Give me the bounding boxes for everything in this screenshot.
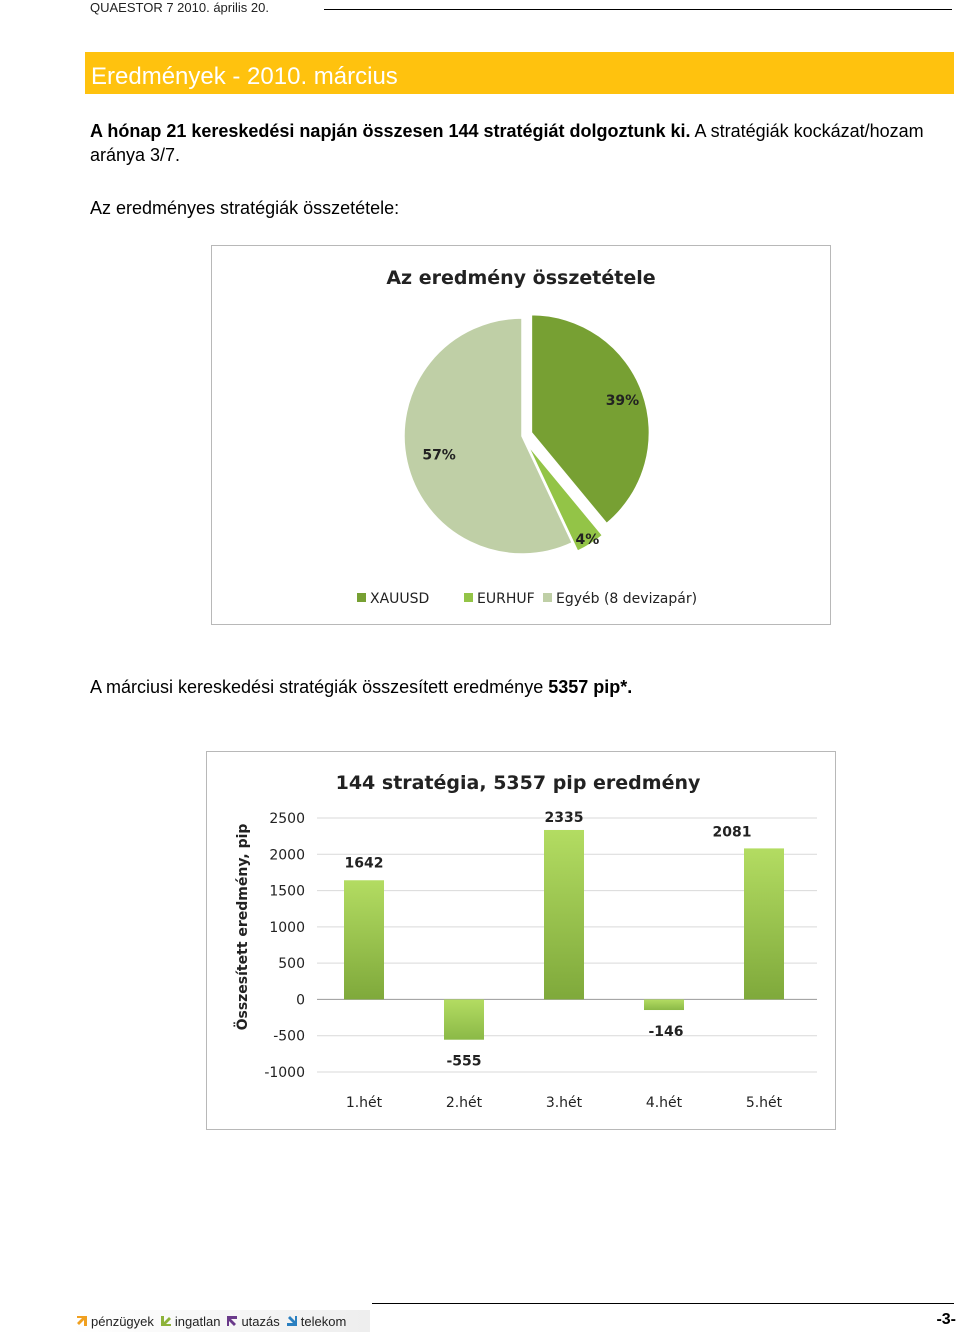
y-tick-label: -1000 xyxy=(264,1065,305,1081)
page-number: -3- xyxy=(936,1311,956,1328)
summary-text: A márciusi kereskedési stratégiák összesített eredménye xyxy=(90,677,549,697)
footer-nav-label: pénzügyek xyxy=(91,1313,154,1329)
summary-value: 5357 pip*. xyxy=(548,677,633,697)
footer-nav-utazás[interactable] xyxy=(226,1314,279,1329)
footer-nav-pénzügyek[interactable] xyxy=(76,1314,154,1329)
y-tick-label: 0 xyxy=(296,992,305,1009)
x-tick-label: 1.hét xyxy=(345,1095,383,1111)
footer-nav-ingatlan[interactable] xyxy=(160,1314,221,1329)
y-tick-label: 2000 xyxy=(269,847,305,864)
legend-swatch xyxy=(543,593,552,602)
footer-divider xyxy=(372,1303,954,1304)
section-title: Eredmények - 2010. március xyxy=(91,63,398,90)
pie-title: Az eredmény összetétele xyxy=(386,267,656,289)
header-divider xyxy=(324,9,952,10)
bar-ylabel: Összesített eredmény, pip xyxy=(235,823,251,1031)
bar-data-label: -555 xyxy=(446,1053,482,1070)
bar-data-label: 2081 xyxy=(712,824,752,841)
x-tick-label: 3.hét xyxy=(545,1095,583,1111)
y-tick-label: 2500 xyxy=(269,811,305,827)
section-banner xyxy=(85,52,954,94)
legend-label: Egyéb (8 devizapár) xyxy=(556,591,698,607)
footer-nav-label: telekom xyxy=(300,1313,347,1329)
arrow-up-right-icon xyxy=(76,1315,88,1327)
x-tick-label: 5.hét xyxy=(745,1095,783,1111)
bar-1 xyxy=(344,880,384,999)
bar-2 xyxy=(444,999,484,1039)
bar-title: 144 stratégia, 5357 pip eredmény xyxy=(335,772,701,794)
x-tick-label: 2.hét xyxy=(445,1095,483,1111)
legend-label: EURHUF xyxy=(477,591,535,607)
bar-data-label: 2335 xyxy=(544,809,584,826)
footer-nav-telekom[interactable] xyxy=(286,1314,347,1329)
bar-data-label: -146 xyxy=(648,1024,684,1041)
intro-bold: A hónap 21 kereskedési napján összesen 144 stratégiát dolgoztunk ki. xyxy=(90,121,691,141)
composition-lead: Az eredményes stratégiák összetétele: xyxy=(90,198,400,218)
summary-paragraph xyxy=(90,677,632,698)
arrow-up-left-icon xyxy=(226,1315,238,1327)
bar-3 xyxy=(544,830,584,999)
page-header: QUAESTOR 7 2010. április 20. xyxy=(90,0,269,15)
bar-5 xyxy=(744,848,784,999)
pie-data-label: 39% xyxy=(605,392,640,409)
legend-swatch xyxy=(464,593,473,602)
pie-data-label: 4% xyxy=(575,532,600,549)
pie-data-label: 57% xyxy=(422,447,456,464)
legend-label: XAUUSD xyxy=(370,591,430,607)
bar-4 xyxy=(644,999,684,1010)
intro-paragraph xyxy=(90,119,954,167)
pie-chart xyxy=(211,245,831,625)
bar-chart xyxy=(206,751,836,1130)
legend-swatch xyxy=(357,593,366,602)
x-tick-label: 4.hét xyxy=(645,1095,683,1111)
arrow-down-left-icon xyxy=(160,1315,172,1327)
footer-nav-label: utazás xyxy=(241,1313,280,1329)
y-tick-label: 500 xyxy=(278,956,305,973)
footer-nav-label: ingatlan xyxy=(174,1313,221,1329)
y-tick-label: -500 xyxy=(273,1028,305,1045)
bar-chart-svg xyxy=(207,752,835,1129)
y-tick-label: 1500 xyxy=(269,883,305,900)
y-tick-label: 1000 xyxy=(269,919,305,936)
footer-nav xyxy=(70,1310,370,1332)
arrow-down-right-icon xyxy=(286,1315,298,1327)
bar-data-label: 1642 xyxy=(344,855,384,872)
intro-normal: A stratégiák kockázat/hozam aránya 3/7. xyxy=(90,121,924,165)
pie-chart-svg xyxy=(212,246,830,624)
